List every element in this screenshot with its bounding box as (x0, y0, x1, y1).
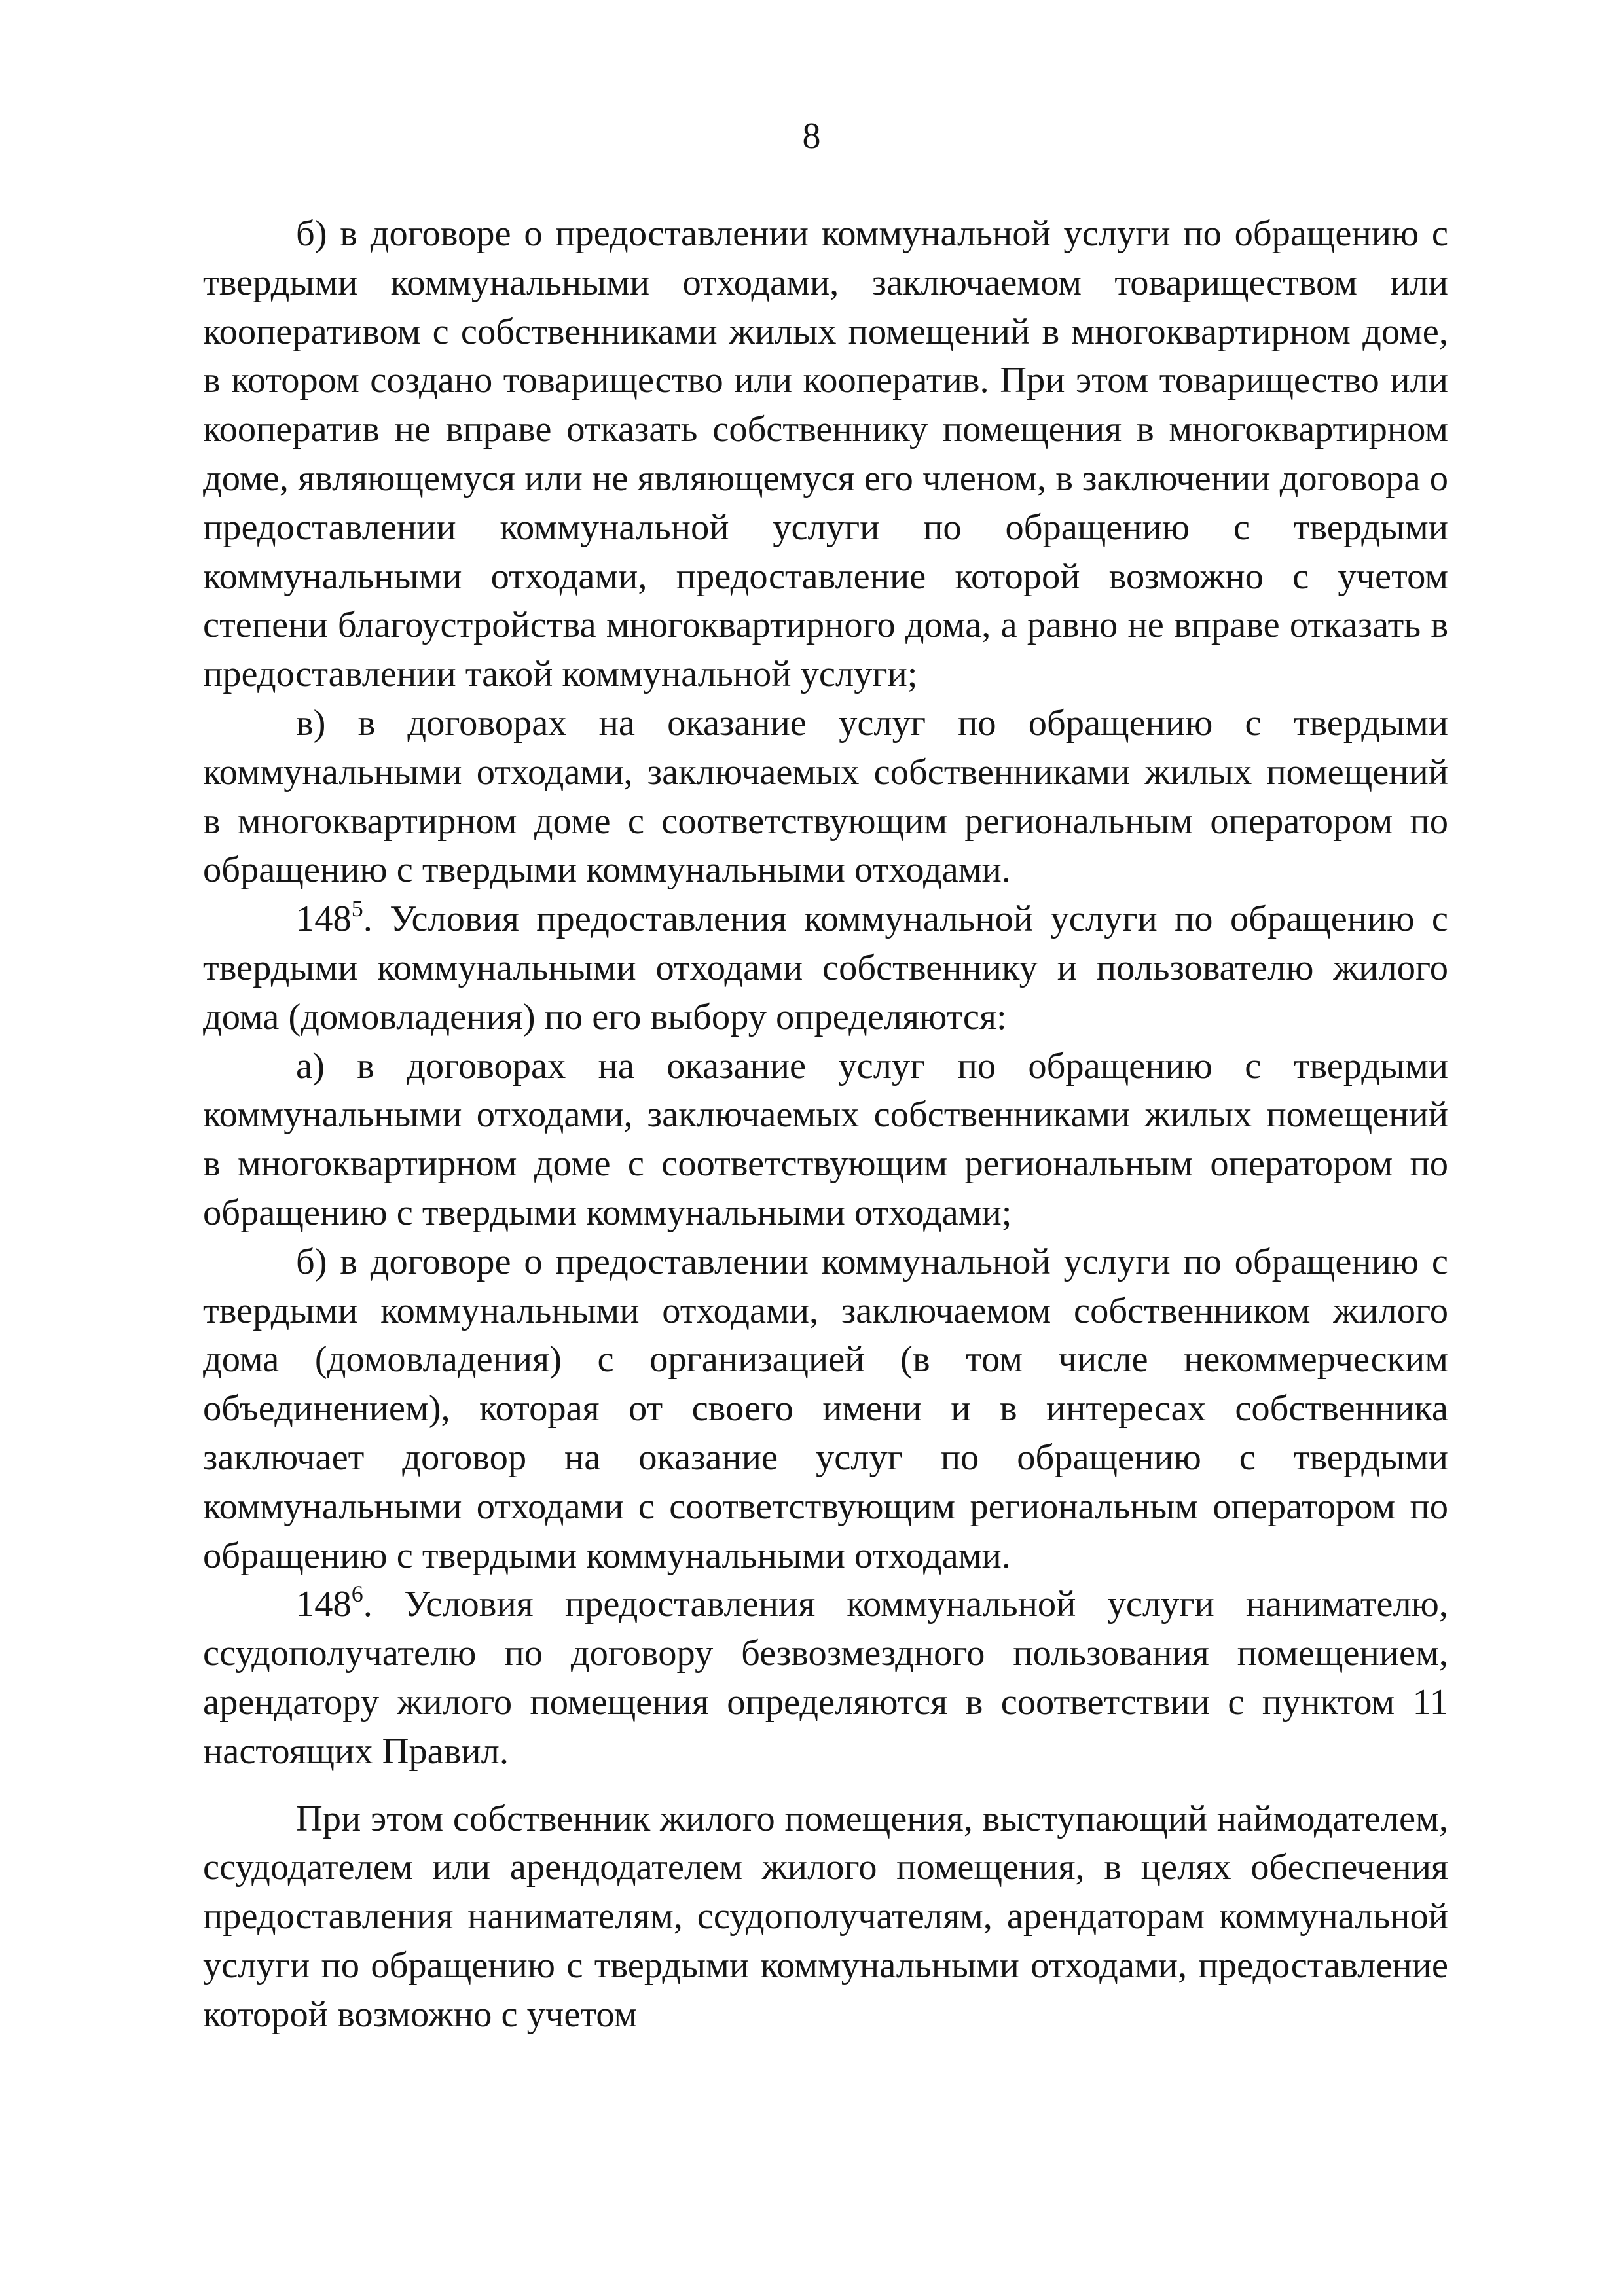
clause-number: 148 (296, 1584, 352, 1625)
clause-text: . Условия предоставления коммунальной услуги нанимателю, ссудополучателю по договору безвозмездного пользования помещением, арендатору жилого помещения определяются в соответствии с пунктом 11 настоящих Правил. (203, 1584, 1448, 1772)
paragraph-landlord-obligations: При этом собственник жилого помещения, выступающий наймодателем, ссудодателем или арендодателем жилого помещения, в целях обеспечения предоставления нанимателям, ссудополучателям, арендаторам коммунальной услуги по обращению с твердыми коммунальными отходами, предоставление которой возможно с учетом (203, 1798, 1448, 2035)
paragraph-148-6 (203, 1580, 1448, 1776)
paragraph-b-apartment-cooperative: б) в договоре о предоставлении коммунальной услуги по обращению с твердыми коммунальными отходами, заключаемом товариществом или кооперативом с собственниками жилых помещений в многоквартирном доме, в котором создано товарищество или кооператив. При этом товарищество или кооператив не вправе отказать собственнику помещения в многоквартирном доме, являющемуся или не являющемуся его членом, в заключении договора о предоставлении коммунальной услуги по обращению с твердыми коммунальными отходами, предоставление которой возможно с учетом степени благоустройства многоквартирного дома, а равно не вправе отказать в предоставлении такой коммунальной услуги; (203, 213, 1448, 695)
paragraph-a-contracts: а) в договорах на оказание услуг по обращению с твердыми коммунальными отходами, заключаемых собственниками жилых помещений в многоквартирном доме с соответствующим региональным оператором по обращению с твердыми коммунальными отходами; (203, 1045, 1448, 1233)
page-number: 8 (802, 116, 821, 156)
clause-text: . Условия предоставления коммунальной услуги по обращению с твердыми коммунальными отходами собственнику и пользователю жилого дома (домовладения) по его выбору определяются: (203, 899, 1448, 1037)
clause-superscript: 6 (351, 1581, 363, 1607)
paragraph-148-5 (203, 895, 1448, 1041)
clause-number: 148 (296, 899, 352, 940)
document-body (203, 209, 1448, 2039)
paragraph-v-regional-operator: в) в договорах на оказание услуг по обращению с твердыми коммунальными отходами, заключаемых собственниками жилых помещений в многоквартирном доме с соответствующим региональным оператором по обращению с твердыми коммунальными отходами. (203, 702, 1448, 891)
paragraph-b-house-owner: б) в договоре о предоставлении коммунальной услуги по обращению с твердыми коммунальными отходами, заключаемом собственником жилого дома (домовладения) с организацией (в том числе некоммерческим объединением), которая от своего имени и в интересах собственника заключает договор на оказание услуг по обращению с твердыми коммунальными отходами с соответствующим региональным оператором по обращению с твердыми коммунальными отходами. (203, 1241, 1448, 1576)
clause-superscript: 5 (351, 895, 363, 922)
